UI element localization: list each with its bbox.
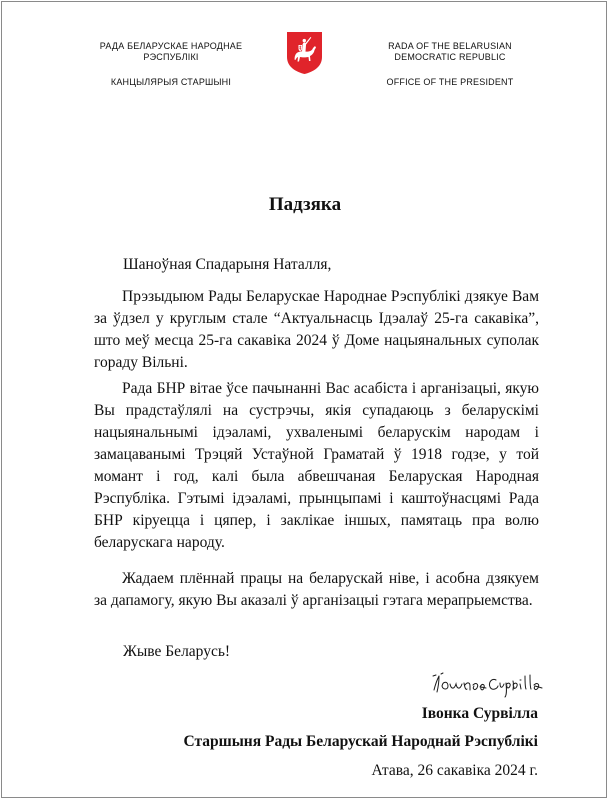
signer-name: Івонка Сурвілла xyxy=(421,705,538,722)
signer-title: Старшыня Рады Беларускай Народнай Рэспублікі xyxy=(183,733,538,750)
letterhead xyxy=(0,0,610,110)
letter-paragraph-1: Прэзыдыюм Рады Беларускае Народнае Рэспублікі дзякуе Вам за ўдзел у круглым стале “Актуальнасць Ідэалаў 25-га сакавіка”, што меў месца 25-га сакавіка 2024 ў Доме нацыянальных суполак гораду Вільні. xyxy=(94,288,539,371)
letterhead-org-name-by-line1: РАДА БЕЛАРУСКАЕ НАРОДНАЕ xyxy=(99,41,243,51)
pahonia-coat-of-arms-icon xyxy=(286,31,323,75)
letter-salutation: Шаноўная Спадарыня Наталля, xyxy=(123,256,332,273)
letterhead-org-name-by-line2: РЭСПУБЛІКІ xyxy=(143,52,199,62)
letter-closing: Жыве Беларусь! xyxy=(123,643,231,660)
letterhead-right-block xyxy=(360,41,540,88)
letter-paragraph-3: Жадаем плённай працы на беларускай ніве, і асобна дзякуем за дапамогу, якую Вы аказалі ў арганізацыі гэтага мерапрыемства. xyxy=(94,570,539,609)
letterhead-office-en: OFFICE OF THE PRESIDENT xyxy=(386,77,514,87)
letterhead-org-name-en-line1: RADA OF THE BELARUSIAN xyxy=(388,41,512,51)
letterhead-org-name-en-line2: DEMOCRATIC REPUBLIC xyxy=(394,52,506,62)
letter-paragraph-2: Рада БНР вітае ўсе пачынанні Вас асабіста і арганізацыі, якую Вы прадстаўлялі на сустрэчы, якія супадаюць з беларускімі нацыянальнымі ідэаламі, ухваленымі беларускім народам і замацаванымі Трэцяй Устаўной Граматай ў 1918 годзе, у той момант і год, калі была абвешчаная Беларуская Народная Рэспубліка. Гэтымі ідэаламі, прынцыпамі і каштоўнасцямі Рада БНР кіруецца і цяпер, і заклікае іншых, памятаць пра волю беларускага народу. xyxy=(94,380,539,551)
letterhead-left-block xyxy=(88,41,254,88)
letter-title: Падзяка xyxy=(268,194,342,215)
place-and-date: Атава, 26 сакавіка 2024 г. xyxy=(371,762,538,779)
handwritten-signature xyxy=(430,670,550,698)
letterhead-office-by: КАНЦЫЛЯРЫЯ СТАРШЫНІ xyxy=(110,77,232,87)
